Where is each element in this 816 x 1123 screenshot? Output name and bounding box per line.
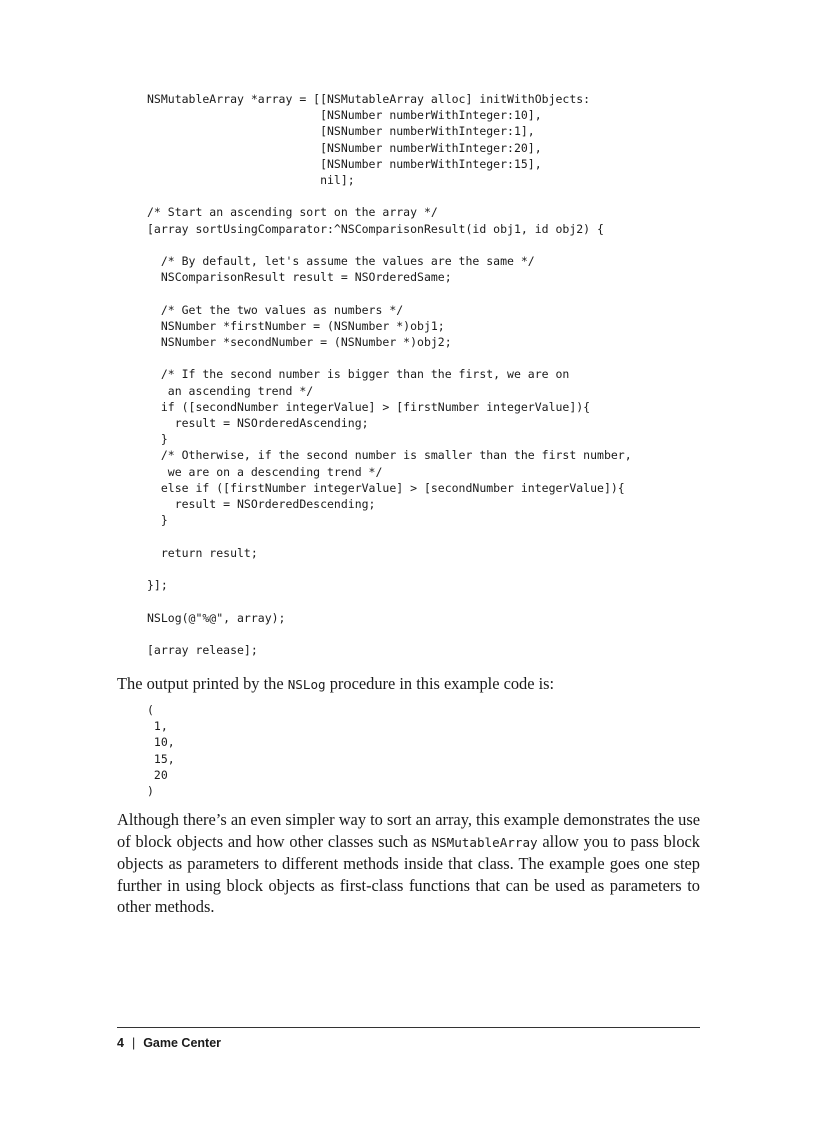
code-line: /* Otherwise, if the second number is smaller than the first number, [147,448,632,463]
code-line: [NSNumber numberWithInteger:10], [147,108,542,123]
code-line: return result; [147,545,258,560]
output-line: ( [147,703,154,717]
code-line: NSMutableArray *array = [[NSMutableArray alloc] initWithObjects: [147,92,591,106]
closing-paragraph [117,809,700,918]
code-line: } [147,432,168,447]
intro-text-after: procedure in this example code is: [325,674,555,693]
code-line: result = NSOrderedDescending; [147,497,376,512]
intro-text-before: The output printed by the [117,674,288,693]
code-line: } [147,513,168,528]
output-line: 15, [147,751,175,766]
output-line: 1, [147,719,168,734]
code-line: [NSNumber numberWithInteger:15], [147,156,542,171]
closing-text-before: Although there’s an even simpler way to sort an array, this example demonstrates the use of block objects and how other classes such as [117,810,700,851]
code-listing [147,91,632,658]
code-line: nil]; [147,173,355,188]
code-line: we are on a descending trend */ [147,464,383,479]
output-line: 10, [147,735,175,750]
inline-code-nslog: NSLog [287,677,326,692]
code-line: [NSNumber numberWithInteger:20], [147,140,542,155]
code-line: an ascending trend */ [147,383,314,398]
code-line: [array sortUsingComparator:^NSComparisonResult(id obj1, id obj2) { [147,221,604,236]
code-line: [NSNumber numberWithInteger:1], [147,124,535,139]
footer-separator: | [131,1036,136,1050]
code-line: NSComparisonResult result = NSOrderedSame; [147,270,452,285]
output-line: 20 [147,767,168,782]
code-line: if ([secondNumber integerValue] > [firstNumber integerValue]){ [147,399,591,414]
footer-rule [117,1027,700,1028]
closing-text-after: allow you to pass block objects as parameters to different methods inside that class. The example goes one step further in using block objects as first-class functions that can be used as parameters to other methods. [117,831,700,916]
intro-paragraph [117,673,700,696]
inline-code-nsmutablearray: NSMutableArray [431,834,538,850]
code-line: [array release]; [147,642,258,657]
code-line: /* Get the two values as numbers */ [147,302,404,317]
page-footer [117,1036,221,1050]
code-line: NSNumber *firstNumber = (NSNumber *)obj1; [147,318,445,333]
code-line: else if ([firstNumber integerValue] > [secondNumber integerValue]){ [147,480,625,495]
code-line: }]; [147,578,168,593]
code-line: NSNumber *secondNumber = (NSNumber *)obj2; [147,335,452,350]
chapter-title: Game Center [143,1036,222,1050]
output-line: ) [147,784,154,799]
code-line: result = NSOrderedAscending; [147,416,369,431]
output-listing [147,702,175,799]
code-line: NSLog(@"%@", array); [147,610,286,625]
code-line: /* By default, let's assume the values are the same */ [147,254,535,269]
code-line: /* If the second number is bigger than the first, we are on [147,367,570,382]
page-number: 4 [117,1036,124,1050]
code-line: /* Start an ascending sort on the array */ [147,205,438,220]
